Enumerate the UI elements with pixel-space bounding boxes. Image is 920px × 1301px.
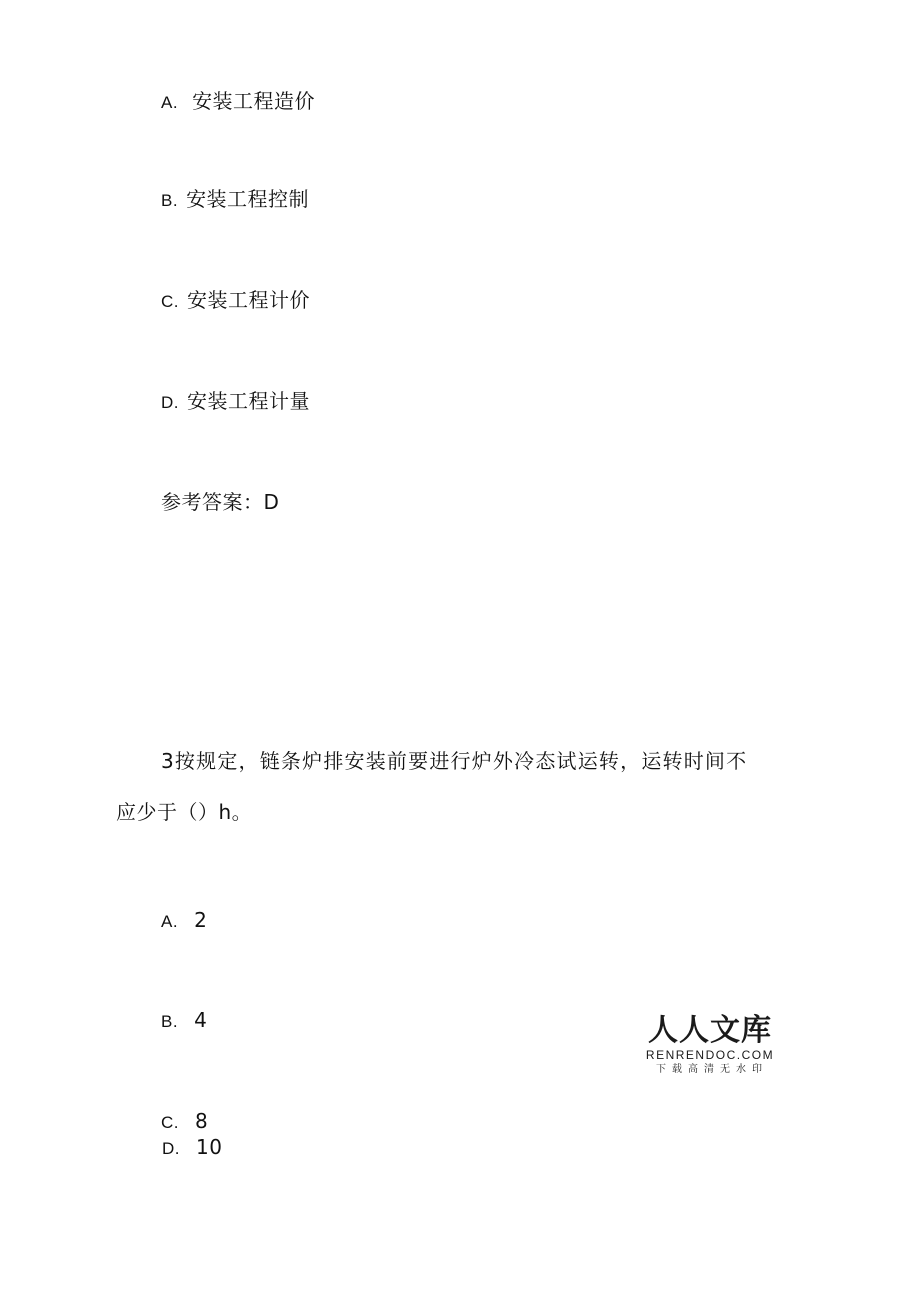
option-letter: C. [161, 292, 179, 311]
watermark-subtitle: 下载高清无水印 [656, 1064, 768, 1075]
option-text: 10 [196, 1135, 223, 1159]
watermark-domain: RENRENDOC.COM [645, 1048, 775, 1062]
option-text: 安装工程控制 [186, 187, 310, 211]
option-a [161, 88, 315, 116]
option-text: 安装工程计价 [187, 288, 310, 312]
watermark-title: 人人文库 [648, 1013, 772, 1048]
option-letter: B. [161, 1012, 179, 1031]
watermark-logo [644, 1014, 776, 1077]
option-letter: A. [161, 912, 179, 931]
question-stem-line2: 应少于（）h。 [116, 800, 253, 824]
option-b [161, 1007, 207, 1035]
option-a [161, 907, 207, 935]
option-text: 2 [194, 908, 208, 932]
option-text: 4 [194, 1008, 208, 1032]
option-c [161, 1108, 208, 1136]
option-letter: A. [161, 93, 179, 112]
option-text: 安装工程计量 [187, 389, 310, 413]
option-text: 安装工程造价 [192, 89, 316, 113]
option-text: 8 [195, 1109, 209, 1133]
option-d [162, 1134, 222, 1162]
option-letter: D. [162, 1139, 180, 1158]
reference-answer: 参考答案：D [161, 490, 280, 514]
option-b [161, 186, 309, 214]
option-c [161, 287, 310, 315]
option-letter: C. [161, 1113, 179, 1132]
option-letter: B. [161, 191, 179, 210]
option-letter: D. [161, 393, 179, 412]
question-stem-line1: 3按规定，链条炉排安装前要进行炉外冷态试运转，运转时间不 [161, 749, 748, 773]
option-d [161, 388, 310, 416]
